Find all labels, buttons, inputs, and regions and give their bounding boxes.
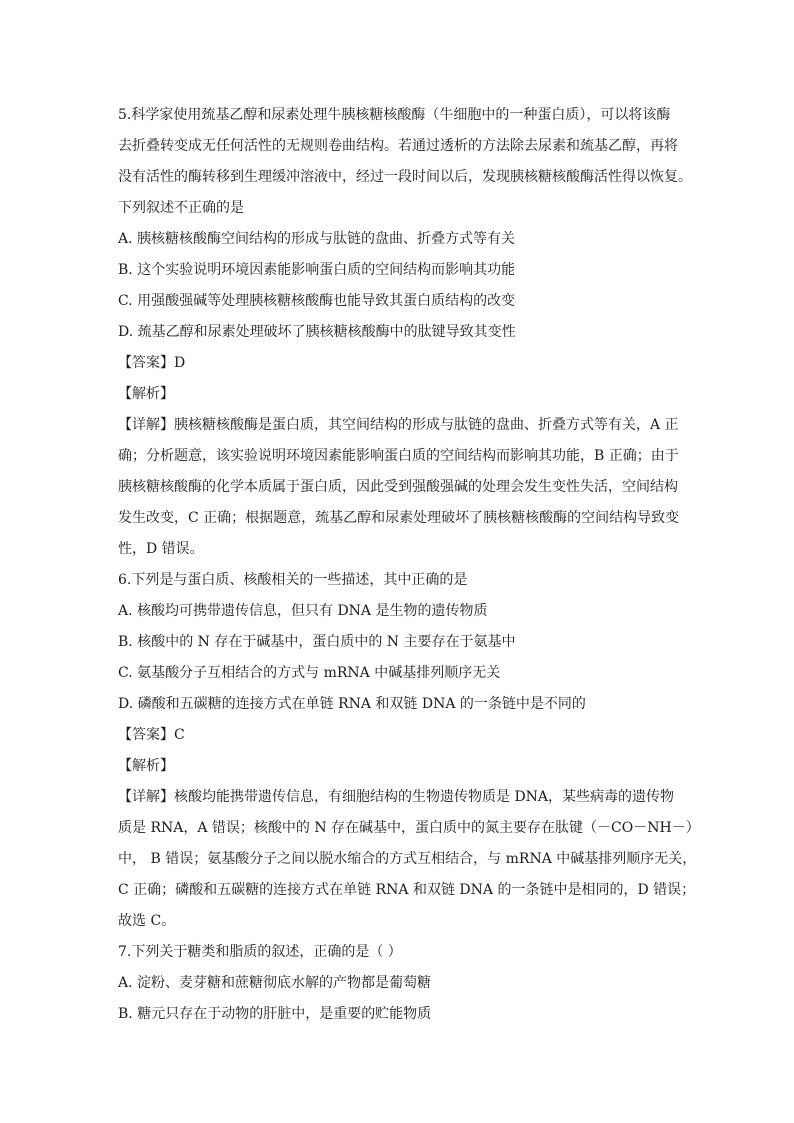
option-b: B. 糖元只存在于动物的肝脏中，是重要的贮能物质: [118, 1006, 432, 1022]
detail-line: 【详解】核酸均能携带遗传信息，有细胞结构的生物遗传物质是 DNA，某些病毒的遗传物: [118, 789, 675, 805]
document-content: [118, 100, 700, 1030]
detail-line: C 正确；磷酸和五碳糖的连接方式在单链 RNA 和双链 DNA 的一条链中是相同的，D 错误；: [118, 882, 696, 898]
stem-line: 5.科学家使用巯基乙醇和尿素处理牛胰核糖核酸酶（牛细胞中的一种蛋白质），可以将该酶: [118, 107, 671, 123]
question-6-stem: [118, 565, 684, 596]
detail-line: 质是 RNA，A 错误；核酸中的 N 存在碱基中，蛋白质中的氮主要存在肽键（－CO－NH－）: [118, 820, 700, 836]
analysis-label: 【解析】: [118, 386, 174, 402]
stem-line: 去折叠转变成无任何活性的无规则卷曲结构。若通过透析的方法除去尿素和巯基乙醇，再将: [118, 138, 678, 154]
question-5-stem: [118, 100, 692, 224]
stem-line: 下列叙述不正确的是: [118, 200, 244, 216]
option-b: B. 这个实验说明环境因素能影响蛋白质的空间结构而影响其功能: [118, 262, 516, 278]
option-c: C. 用强酸强碱等处理胰核糖核酸酶也能导致其蛋白质结构的改变: [118, 293, 516, 309]
option-a: A. 胰核糖核酸酶空间结构的形成与肽链的盘曲、折叠方式等有关: [118, 231, 516, 247]
analysis-label: 【解析】: [118, 758, 174, 774]
question-6: [118, 565, 700, 937]
detail-paragraph: [118, 782, 700, 937]
question-7-stem: [118, 937, 684, 968]
detail-line: 故选 C。: [118, 913, 176, 929]
option-a: A. 核酸均可携带遗传信息，但只有 DNA 是生物的遗传物质: [118, 603, 488, 619]
detail-line: 确；分析题意，该实验说明环境因素能影响蛋白质的空间结构而影响其功能，B 正确；由于: [118, 448, 679, 464]
detail-paragraph: [118, 410, 684, 565]
option-d: D. 巯基乙醇和尿素处理破坏了胰核糖核酸酶中的肽键导致其变性: [118, 324, 516, 340]
question-5: [118, 100, 692, 565]
option-d: D. 磷酸和五碳糖的连接方式在单链 RNA 和双链 DNA 的一条链中是不同的: [118, 696, 586, 712]
answer-label: 【答案】C: [118, 727, 185, 743]
stem-line: 6.下列是与蛋白质、核酸相关的一些描述，其中正确的是: [118, 572, 468, 588]
detail-line: 发生改变，C 正确；根据题意，巯基乙醇和尿素处理破坏了胰核糖核酸酶的空间结构导致变: [118, 510, 680, 526]
stem-line: 7.下列关于糖类和脂质的叙述，正确的是（ ）: [118, 944, 402, 960]
detail-line: 【详解】胰核糖核酸酶是蛋白质，其空间结构的形成与肽链的盘曲、折叠方式等有关，A 正: [118, 417, 679, 433]
option-b: B. 核酸中的 N 存在于碱基中，蛋白质中的 N 主要存在于氨基中: [118, 634, 516, 650]
detail-line: 胰核糖核酸酶的化学本质属于蛋白质，因此受到强酸强碱的处理会发生变性失活，空间结构: [118, 479, 678, 495]
option-a: A. 淀粉、麦芽糖和蔗糖彻底水解的产物都是葡萄糖: [118, 975, 432, 991]
question-7: [118, 937, 684, 1030]
detail-line: 性，D 错误。: [118, 541, 204, 557]
option-c: C. 氨基酸分子互相结合的方式与 mRNA 中碱基排列顺序无关: [118, 665, 501, 681]
stem-line: 没有活性的酶转移到生理缓冲溶液中，经过一段时间以后，发现胰核糖核酸酶活性得以恢复。: [118, 169, 692, 185]
detail-line: 中， B 错误；氨基酸分子之间以脱水缩合的方式互相结合，与 mRNA 中碱基排列顺序无关，: [118, 851, 697, 867]
answer-label: 【答案】D: [118, 355, 186, 371]
